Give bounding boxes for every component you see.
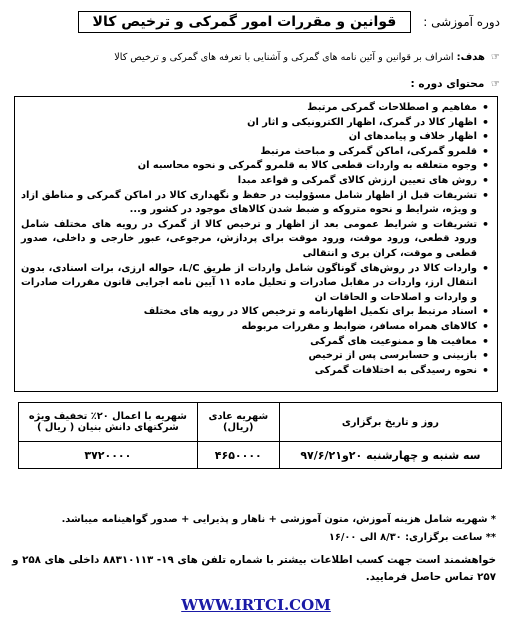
fee-note: * شهریه شامل هزینه آموزش، متون آموزشی + ناهار و پذیرایی + صدور گواهینامه میباشد. — [61, 514, 496, 525]
goal-label: هدف: — [456, 52, 485, 63]
list-item: • اظهار کالا در گمرک، اظهار الکترونیکی و اثار ان — [21, 116, 477, 131]
header — [12, 8, 500, 36]
pointing-hand-icon: ☞ — [491, 52, 500, 63]
list-item: • بازبینی و حسابرسی پس از ترخیص — [21, 349, 477, 364]
website-link[interactable]: WWW.IRTCI.COM — [181, 596, 331, 614]
discount-fee-header: شهریه با اعمال ۲۰٪ تخفیف ویژه شرکتهای دانش بنیان ( ریال ) — [19, 403, 198, 442]
content-heading — [411, 78, 500, 90]
course-title: قوانین و مقررات امور گمرکی و ترخیص کالا — [78, 11, 412, 33]
list-item: • تشریفات قبل از اظهار شامل مسؤولیت در حفظ و نگهداری کالا در اماکن گمرکی و مناطق ازاد و ویژه، شرایط و نحوه متروکه و ضبط شدن کالاهای موجود در کشور و... — [21, 189, 477, 218]
date-cell: سه شنبه و چهارشنبه ۲۰و۹۷/۶/۲۱ — [279, 442, 501, 469]
list-item: • مفاهیم و اصطلاحات گمرکی مرتبط — [21, 101, 477, 116]
pointing-hand-icon: ☞ — [491, 79, 500, 90]
table-row — [19, 442, 502, 469]
table-header-row — [19, 403, 502, 442]
list-item: • معافیت ها و ممنوعیت های گمرکی — [21, 335, 477, 350]
course-goal — [8, 52, 500, 63]
time-note: ** ساعت برگزاری: ۸/۳۰ الی ۱۶/۰۰ — [328, 532, 496, 543]
discount-fee-cell: ۳۷۲۰۰۰۰ — [19, 442, 198, 469]
list-item: • واردات کالا در روش‌های گوناگون شامل واردات از طریق L/C، حواله ارزی، برات اسنادی، بدون انتقال ارز، واردات در مقابل صادرات و تحلیل ماده ۱۱ آیین نامه اجرایی قانون مقررات صادرات و واردات و اصلاحات و الحاقات ان — [21, 262, 477, 306]
list-item: • اسناد مرتبط برای تکمیل اظهارنامه و ترخیص کالا در رویه های مختلف — [21, 305, 477, 320]
list-item: • وجوه متعلقه به واردات قطعی کالا به قلمرو گمرکی و نحوه محاسبه ان — [21, 159, 477, 174]
regular-fee-cell: ۴۶۵۰۰۰۰ — [197, 442, 279, 469]
list-item: • اظهار خلاف و پیامدهای ان — [21, 130, 477, 145]
content-box — [14, 96, 498, 392]
content-label: محتوای دوره : — [410, 78, 485, 90]
date-header: روز و تاریخ برگزاری — [279, 403, 501, 442]
list-item: • قلمرو گمرکی، اماکن گمرکی و مباحث مرتبط — [21, 145, 477, 160]
list-item: • کالاهای همراه مسافر، ضوابط و مقررات مربوطه — [21, 320, 477, 335]
content-list — [21, 101, 491, 378]
list-item: • روش های تعیین ارزش کالای گمرکی و قواعد مبدا — [21, 174, 477, 189]
goal-text: اشراف بر قوانین و آئین نامه های گمرکی و آشنایی با تعرفه های گمرکی و ترخیص کالا — [114, 52, 454, 63]
course-label: دوره آموزشی : — [423, 15, 500, 29]
list-item: • تشریفات و شرایط عمومی بعد از اظهار و ترخیص کالا از گمرک در رویه های مختلف شامل ورود قطعی، ورود موقت، ورود موقت برای پردازش، مرجوعی، عبور خارجی و داخلی، صدور قطعی و موقت، کران بری و انتقالی — [21, 218, 477, 262]
list-item: • نحوه رسیدگی به اختلافات گمرکی — [21, 364, 477, 379]
regular-fee-header: شهریه عادی (ریال) — [197, 403, 279, 442]
contact-info: خواهشمند است جهت کسب اطلاعات بیشتر با شماره تلفن های ۱۹- ۸۸۳۱۰۱۱۳ داخلی های ۲۵۸ و ۲۵۷ تماس حاصل فرمایید. — [12, 554, 496, 583]
fee-table — [18, 402, 502, 469]
